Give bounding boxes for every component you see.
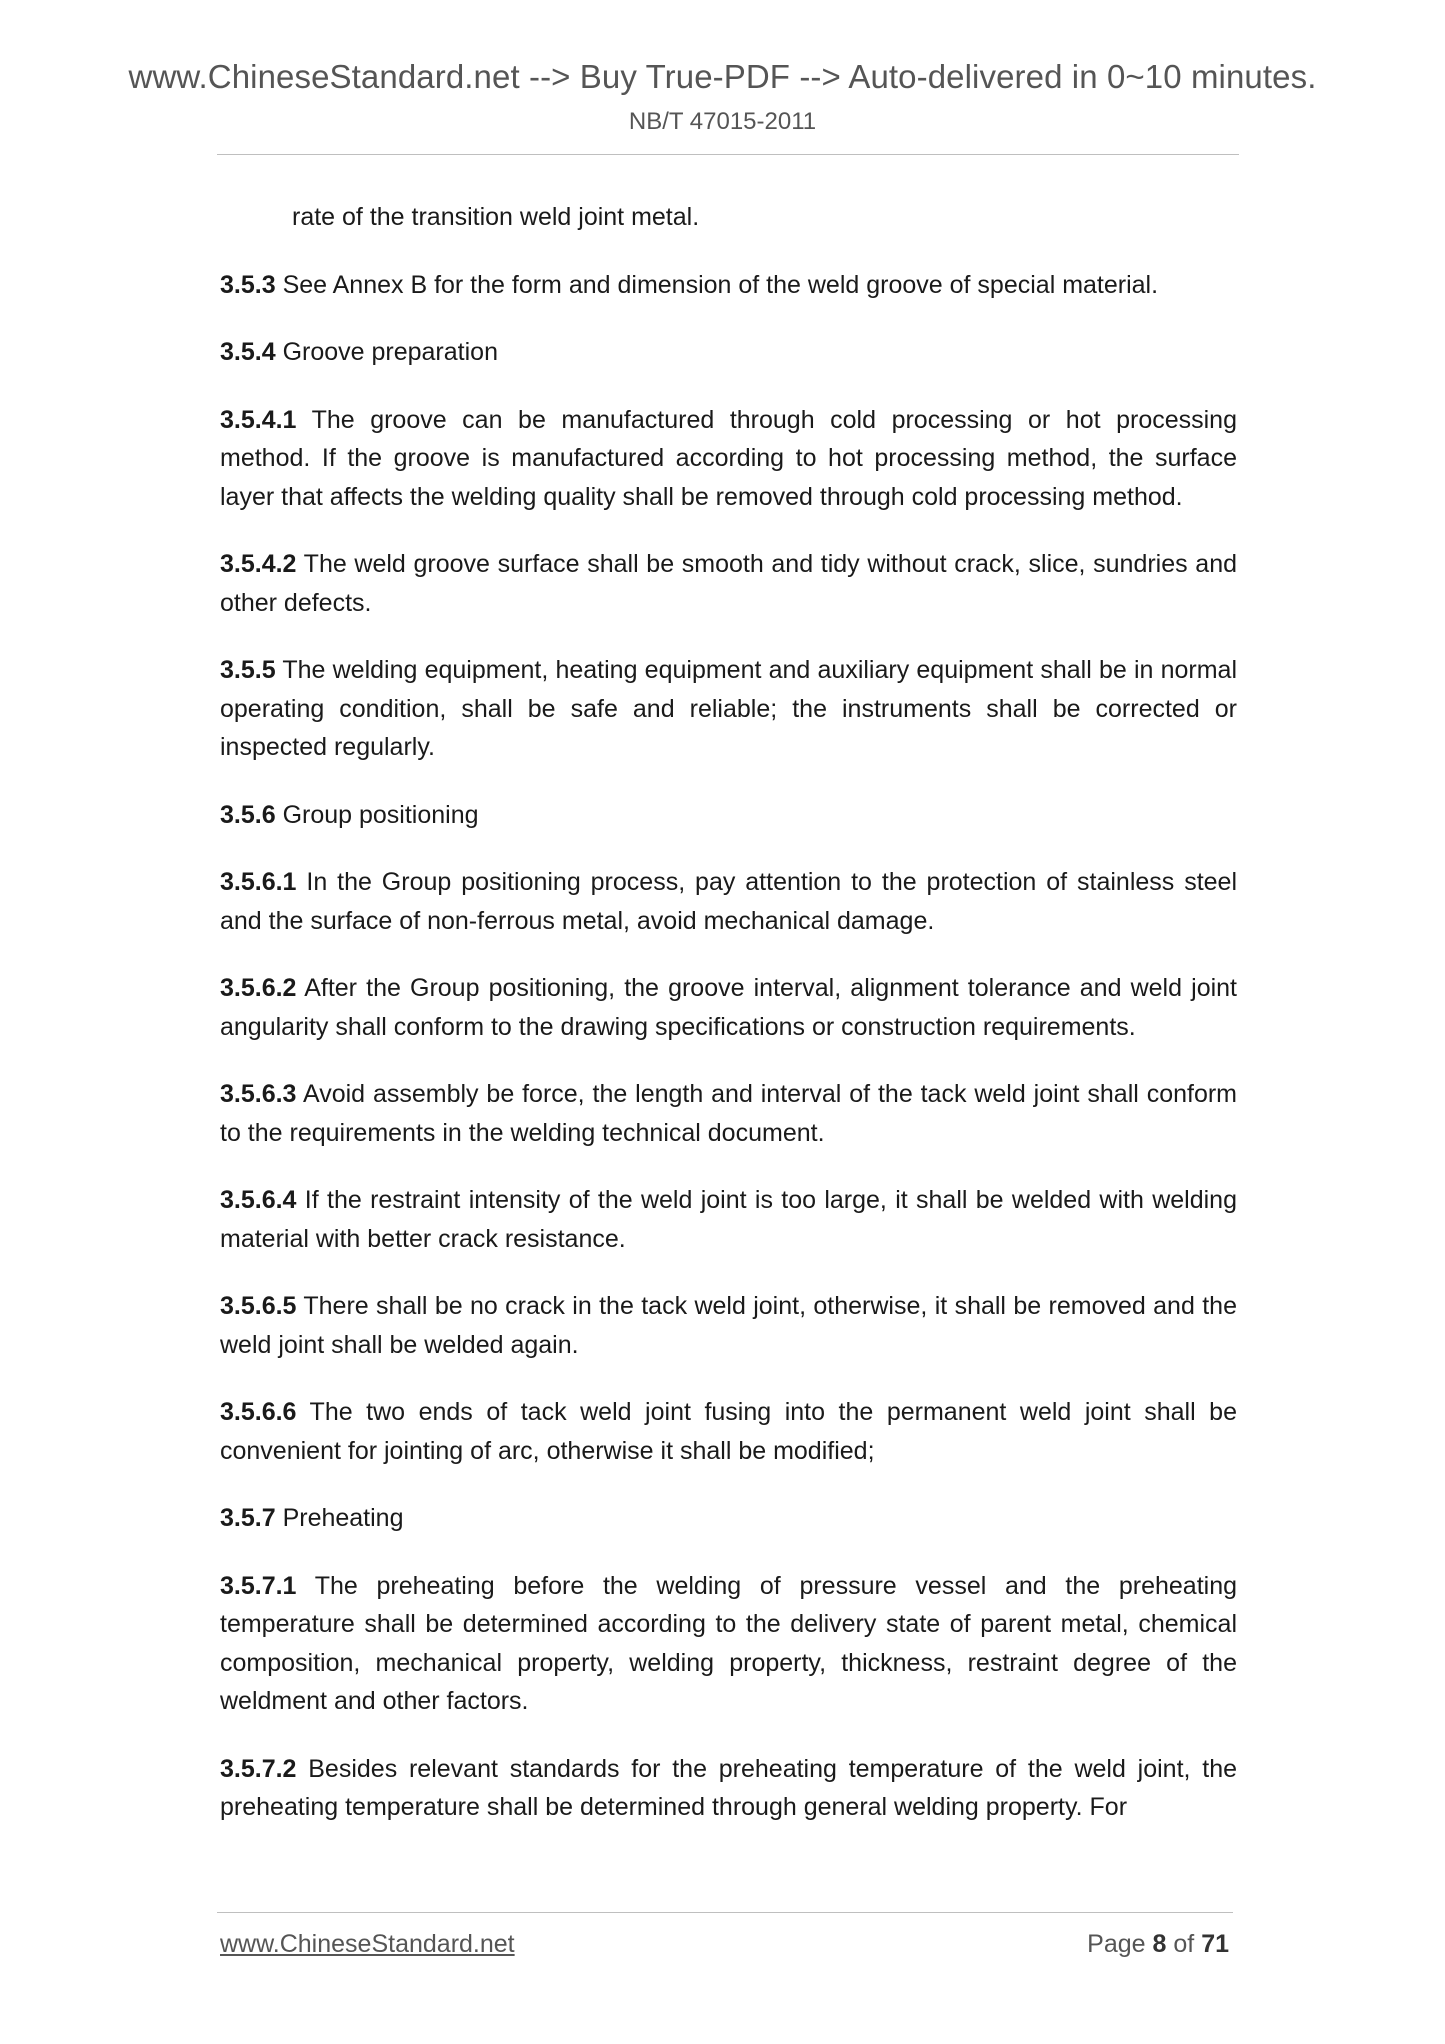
- page-total: 71: [1201, 1930, 1229, 1958]
- clause-3-5-7: [220, 1499, 1237, 1538]
- site-banner: www.ChineseStandard.net --> Buy True-PDF --> Auto-delivered in 0~10 minutes.: [128, 58, 1317, 95]
- clause-3-5-6-6: [220, 1393, 1237, 1470]
- clause-number: 3.5.6.3: [220, 1080, 297, 1108]
- page-of-label: of: [1173, 1930, 1195, 1958]
- clause-text: The groove can be manufactured through cold processing or hot processing method. If the groove is manufactured according to hot processing method, the surface layer that affects the welding quality shall be removed through cold processing method.: [220, 405, 1237, 511]
- clause-text: Avoid assembly be force, the length and interval of the tack weld joint shall conform to the requirements in the welding technical document.: [220, 1080, 1237, 1147]
- clause-3-5-6-4: [220, 1181, 1237, 1258]
- clause-text: Besides relevant standards for the preheating temperature of the weld joint, the preheating temperature shall be determined through general welding property. For: [220, 1754, 1237, 1821]
- clause-3-5-4-1: [220, 401, 1237, 517]
- clause-number: 3.5.6.2: [220, 974, 297, 1002]
- document-number: NB/T 47015-2011: [628, 108, 817, 135]
- clause-text: The weld groove surface shall be smooth and tidy without crack, slice, sundries and other defects.: [220, 550, 1237, 617]
- footer-site-link[interactable]: www.ChineseStandard.net: [220, 1930, 515, 1958]
- clause-3-5-4-2: [220, 545, 1237, 622]
- clause-3-5-3: [220, 266, 1237, 305]
- clause-text: The preheating before the welding of pressure vessel and the preheating temperature shall be determined according to the delivery state of parent metal, chemical composition, mechanical property, welding property, thickness, restraint degree of the weldment and other factors.: [220, 1571, 1238, 1715]
- clause-3-5-6: [220, 796, 1237, 835]
- clause-number: 3.5.4.1: [220, 405, 297, 434]
- clause-number: 3.5.4.2: [220, 550, 297, 578]
- clause-number: 3.5.5: [220, 656, 276, 684]
- page-label: Page: [1087, 1930, 1146, 1958]
- clause-number: 3.5.7.1: [220, 1571, 297, 1600]
- paragraph-text: rate of the transition weld joint metal.: [292, 203, 700, 231]
- clause-number: 3.5.3: [220, 270, 276, 299]
- clause-text: In the Group positioning process, pay attention to the protection of stainless steel and the surface of non-ferrous metal, avoid mechanical damage.: [220, 868, 1237, 935]
- clause-number: 3.5.7.2: [220, 1754, 297, 1783]
- clause-text: There shall be no crack in the tack weld joint, otherwise, it shall be removed and the weld joint shall be welded again.: [220, 1292, 1237, 1359]
- clause-3-5-6-2: [220, 969, 1237, 1046]
- clause-3-5-7-2: [220, 1750, 1237, 1827]
- clause-3-5-4: [220, 333, 1237, 372]
- clause-number: 3.5.6.6: [220, 1398, 297, 1426]
- paragraph-continuation: [220, 198, 1237, 237]
- clause-number: 3.5.6: [220, 800, 276, 829]
- clause-text: See Annex B for the form and dimension of the weld groove of special material.: [282, 270, 1159, 299]
- clause-text: Group positioning: [282, 800, 479, 829]
- clause-3-5-6-3: [220, 1075, 1237, 1152]
- clause-number: 3.5.6.1: [220, 868, 297, 896]
- clause-number: 3.5.4: [220, 338, 276, 366]
- clause-3-5-5: [220, 651, 1237, 767]
- header-divider: [217, 154, 1239, 155]
- clause-text: Groove preparation: [282, 338, 498, 366]
- clause-3-5-6-5: [220, 1287, 1237, 1364]
- clause-number: 3.5.6.4: [220, 1186, 297, 1214]
- clause-3-5-7-1: [220, 1567, 1237, 1721]
- clause-number: 3.5.6.5: [220, 1292, 297, 1320]
- clause-text: The welding equipment, heating equipment and auxiliary equipment shall be in normal operating condition, shall be safe and reliable; the instruments shall be corrected or inspected regularly.: [220, 656, 1238, 761]
- clause-text: After the Group positioning, the groove interval, alignment tolerance and weld joint angularity shall conform to the drawing specifications or construction requirements.: [220, 974, 1237, 1041]
- clause-text: Preheating: [282, 1504, 404, 1532]
- page-current: 8: [1152, 1930, 1167, 1958]
- clause-3-5-6-1: [220, 863, 1237, 940]
- footer-divider: [217, 1912, 1233, 1913]
- clause-number: 3.5.7: [220, 1504, 276, 1532]
- page-indicator: [1087, 1930, 1229, 1959]
- document-body: [220, 198, 1237, 1856]
- clause-text: If the restraint intensity of the weld joint is too large, it shall be welded with welding material with better crack resistance.: [220, 1186, 1237, 1253]
- clause-text: The two ends of tack weld joint fusing into the permanent weld joint shall be convenient for jointing of arc, otherwise it shall be modified;: [220, 1398, 1237, 1465]
